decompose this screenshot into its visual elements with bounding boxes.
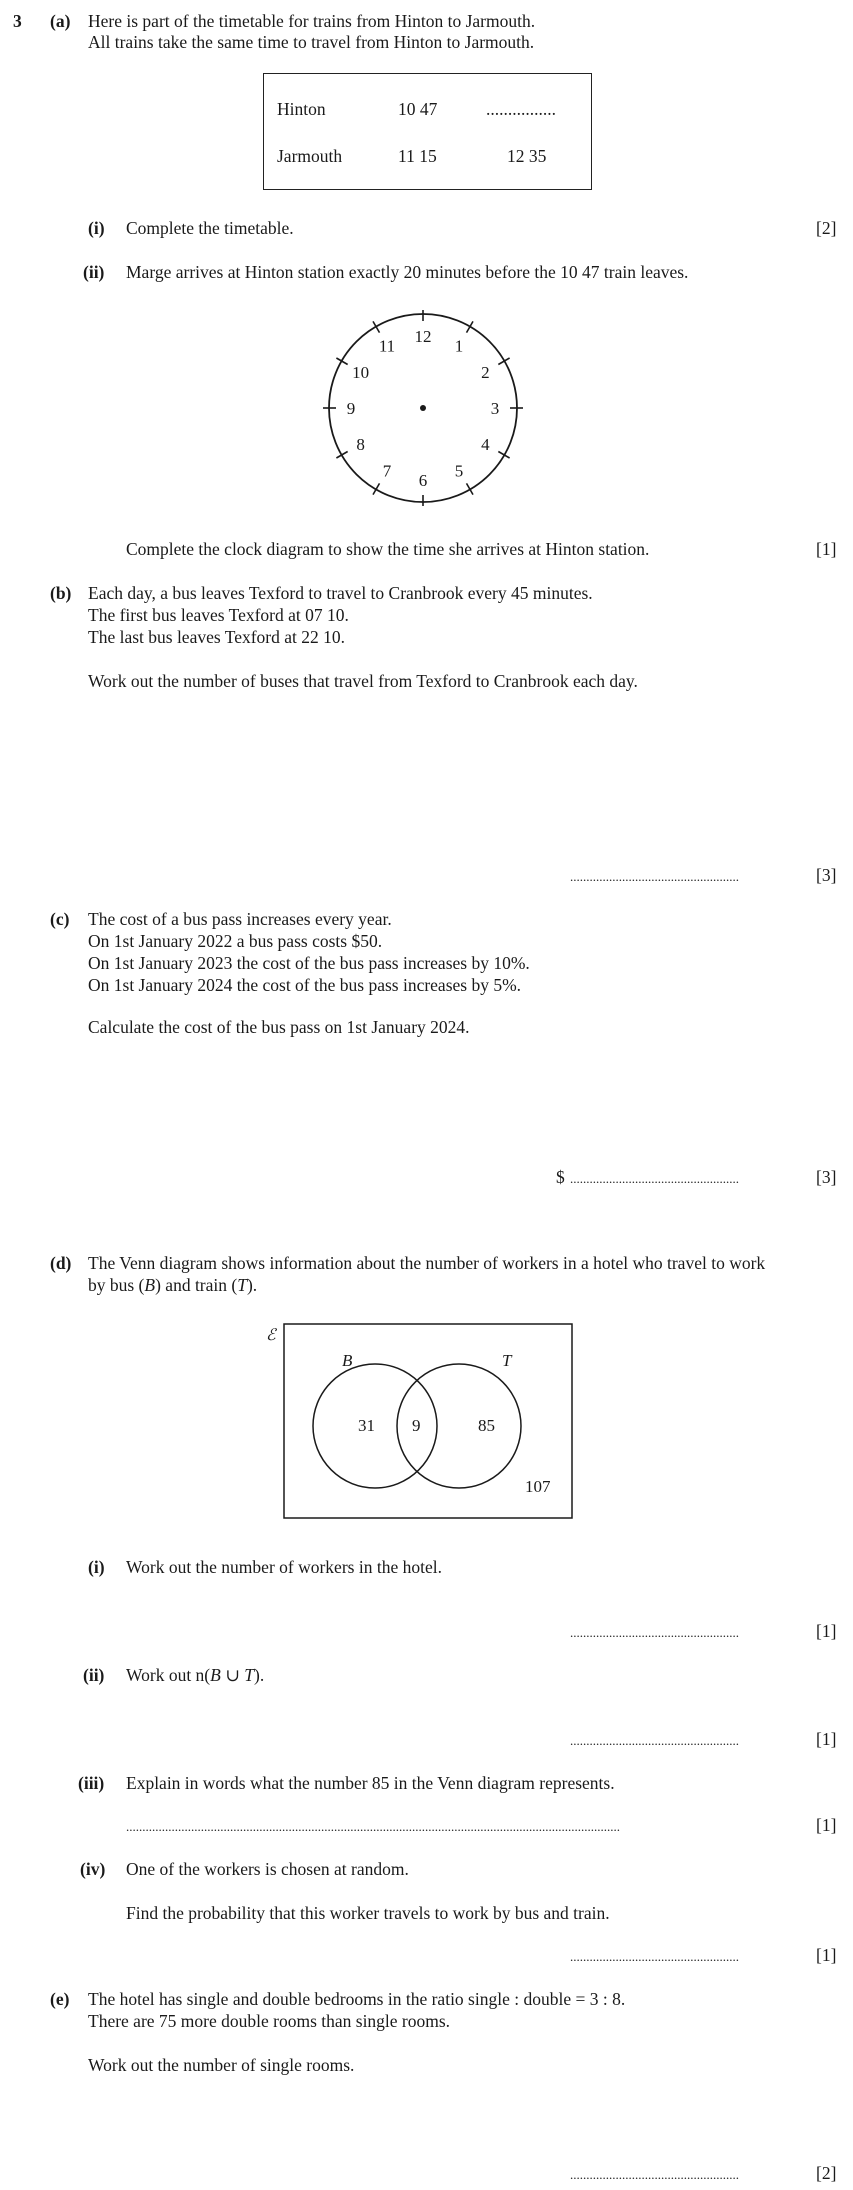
- part-a-ii-text: Marge arrives at Hinton station exactly 20 minutes before the 10 47 train leaves.: [126, 262, 689, 282]
- part-d-line1: The Venn diagram shows information about the number of workers in a hotel who travel to work: [88, 1253, 766, 1273]
- timetable-hinton-time1: 10 47: [398, 99, 438, 119]
- part-d-ii-answer-line[interactable]: ....................................................: [570, 1733, 739, 1748]
- part-e-line2: There are 75 more double rooms than single rooms.: [88, 2011, 451, 2031]
- timetable: [263, 73, 592, 190]
- clock-diagram[interactable]: [320, 310, 526, 506]
- part-a-line2: All trains take the same time to travel from Hinton to Jarmouth.: [88, 32, 535, 52]
- clock-number-10: 10: [352, 363, 370, 382]
- clock-number-2: 2: [481, 363, 490, 382]
- part-a-label: (a): [50, 11, 71, 31]
- part-a-ii-instruction: Complete the clock diagram to show the time she arrives at Hinton station.: [126, 539, 650, 559]
- clock-number-9: 9: [346, 399, 356, 418]
- venn-universal-symbol: ℰ: [266, 1327, 276, 1344]
- venn-label-b: B: [342, 1351, 353, 1370]
- part-b-instruction: Work out the number of buses that travel from Texford to Cranbrook each day.: [88, 671, 638, 691]
- part-d-iii-text: Explain in words what the number 85 in the Venn diagram represents.: [126, 1773, 615, 1793]
- clock-number-11: 11: [378, 336, 396, 356]
- part-d-iii-label: (iii): [78, 1773, 105, 1793]
- part-b-line1: Each day, a bus leaves Texford to travel to Cranbrook every 45 minutes.: [88, 583, 593, 603]
- part-e-marks: [2]: [816, 2163, 837, 2183]
- part-d-ii-T: T: [244, 1665, 254, 1685]
- part-d-iv-text: One of the workers is chosen at random.: [126, 1859, 409, 1879]
- question-number: 3: [13, 11, 22, 31]
- part-e-label: (e): [50, 1989, 70, 2009]
- part-b-label: (b): [50, 583, 72, 603]
- timetable-jarmouth-time2: 12 35: [507, 146, 547, 166]
- part-c-line2: On 1st January 2022 a bus pass costs $50.: [88, 931, 383, 951]
- clock-number-5: 5: [454, 461, 464, 481]
- part-d-iv-marks: [1]: [816, 1945, 837, 1965]
- part-c-marks: [3]: [816, 1167, 837, 1187]
- part-b-marks: [3]: [816, 865, 837, 885]
- part-b-line2: The first bus leaves Texford at 07 10.: [88, 605, 349, 625]
- part-c-currency: $: [556, 1167, 565, 1187]
- venn-only-t: 85: [478, 1416, 495, 1435]
- part-d-ii-label: (ii): [83, 1665, 105, 1685]
- part-d-ii-post: ).: [254, 1665, 265, 1685]
- part-c-answer-line[interactable]: ....................................................: [570, 1171, 739, 1186]
- part-a-ii-label: (ii): [83, 262, 105, 282]
- timetable-jarmouth-time1: 11 15: [398, 146, 437, 166]
- part-c-instruction: Calculate the cost of the bus pass on 1st January 2024.: [88, 1017, 470, 1037]
- part-d-i-marks: [1]: [816, 1621, 837, 1641]
- part-d-iii-marks: [1]: [816, 1815, 837, 1835]
- part-e-answer-line[interactable]: ....................................................: [570, 2167, 739, 2182]
- part-d-iv-answer-line[interactable]: ....................................................: [570, 1949, 739, 1964]
- part-d-line2-c: ).: [246, 1275, 258, 1295]
- clock-number-8: 8: [356, 435, 365, 454]
- part-d-ii-B: B: [210, 1665, 221, 1685]
- part-a-i-text: Complete the timetable.: [126, 218, 294, 238]
- part-d-line2-b: ) and train (: [155, 1275, 238, 1295]
- part-d-ii-pre: Work out n(: [126, 1665, 211, 1685]
- part-d-iii-answer-line[interactable]: ........................................................................................................................................................: [126, 1819, 620, 1834]
- clock-number-4: 4: [481, 435, 490, 454]
- part-d-i-label: (i): [88, 1557, 105, 1577]
- venn-outside: 107: [525, 1477, 551, 1496]
- part-e-line1: The hotel has single and double bedrooms in the ratio single : double = 3 : 8.: [88, 1989, 626, 2009]
- part-a-i-label: (i): [88, 218, 105, 238]
- venn-only-b: 31: [358, 1416, 375, 1435]
- part-d-iv-instruction: Find the probability that this worker travels to work by bus and train.: [126, 1903, 610, 1923]
- part-d-i-answer-line[interactable]: ....................................................: [570, 1625, 739, 1640]
- venn-label-t: T: [502, 1351, 512, 1370]
- part-c-label: (c): [50, 909, 70, 929]
- clock-number-3: 3: [490, 399, 500, 418]
- part-d-line2-T: T: [237, 1275, 247, 1295]
- part-d-iv-label: (iv): [80, 1859, 106, 1879]
- part-b-line3: The last bus leaves Texford at 22 10.: [88, 627, 345, 647]
- clock-number-12: 12: [414, 327, 432, 346]
- part-d-ii-cup: ∪: [220, 1665, 245, 1685]
- part-a-line1: Here is part of the timetable for trains from Hinton to Jarmouth.: [88, 11, 536, 31]
- venn-diagram: [262, 1320, 582, 1522]
- part-d-i-text: Work out the number of workers in the hotel.: [126, 1557, 442, 1577]
- clock-number-6: 6: [418, 471, 428, 490]
- part-a-i-marks: [2]: [816, 218, 837, 238]
- timetable-hinton-time2-blank[interactable]: ................: [486, 99, 556, 119]
- timetable-jarmouth: Jarmouth: [277, 146, 343, 166]
- part-d-line2: [88, 1274, 257, 1296]
- part-d-line2-B: B: [144, 1275, 156, 1295]
- part-e-instruction: Work out the number of single rooms.: [88, 2055, 355, 2075]
- part-a-ii-marks: [1]: [816, 539, 837, 559]
- venn-both: 9: [412, 1416, 421, 1435]
- part-c-line3: On 1st January 2023 the cost of the bus pass increases by 10%.: [88, 953, 530, 973]
- part-d-label: (d): [50, 1253, 72, 1273]
- part-d-ii-text: [126, 1664, 264, 1686]
- part-c-line4: On 1st January 2024 the cost of the bus pass increases by 5%.: [88, 975, 522, 995]
- part-d-line2-a: by bus (: [88, 1275, 145, 1295]
- clock-centre: [420, 405, 426, 411]
- timetable-hinton: Hinton: [277, 99, 326, 119]
- clock-number-7: 7: [382, 461, 392, 481]
- part-b-answer-line[interactable]: ....................................................: [570, 869, 739, 884]
- part-d-ii-marks: [1]: [816, 1729, 837, 1749]
- clock-number-1: 1: [454, 336, 464, 356]
- part-c-line1: The cost of a bus pass increases every year.: [88, 909, 392, 929]
